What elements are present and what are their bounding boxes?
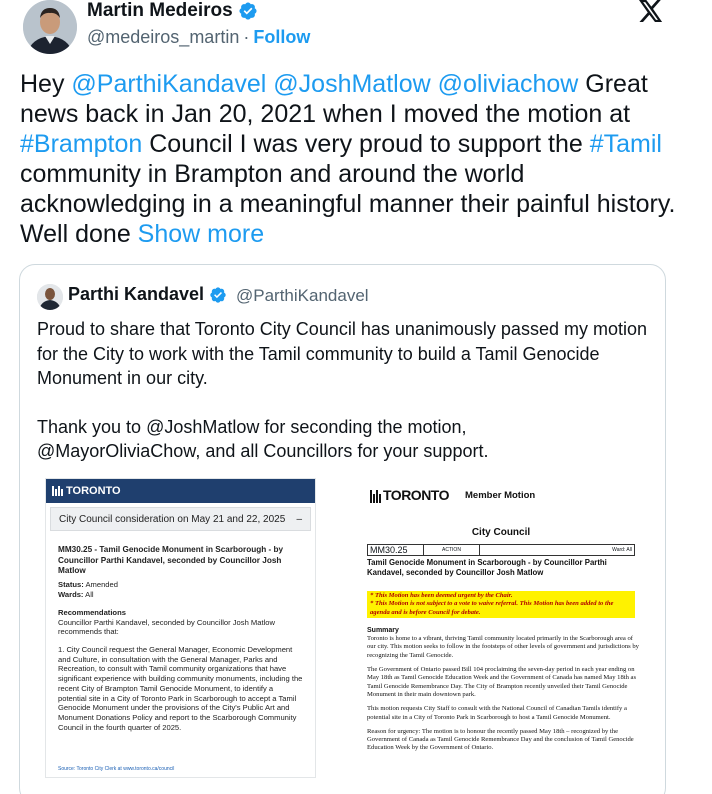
toronto-logo-text: TORONTO (383, 487, 449, 503)
member-motion-label: Member Motion (465, 489, 536, 501)
status-value: Amended (85, 579, 118, 589)
quoted-paragraph-2b: @MayorOliviaChow, and all Councillors for your support. (37, 441, 489, 461)
agenda-body (46, 531, 315, 732)
toronto-header-band (46, 479, 315, 503)
recommendation-item: 1. City Council request the General Manager, Economic Development and Culture, in consultation with the General Manager, Parks and Recreation, to consult with Tamil community organizations that have significant experience with building community monuments, including the recent City of Brampton Tamil Genocide Monument, to identify a potential site in a City of Toronto Park in Scarborough to accept a Tamil Genocide Monument under the provisions of the City's Public Art and Monument Donations Policy and report to the Scarborough Community Council in the fourth quarter of 2025. (58, 645, 303, 732)
mention-or-hashtag-link[interactable]: #Brampton (20, 130, 143, 158)
author-avatar[interactable] (23, 0, 77, 54)
wards-row (58, 590, 303, 600)
x-logo-icon[interactable] (638, 0, 664, 22)
quoted-author-handle: @ParthiKandavel (236, 286, 369, 305)
urgency-line-1: * This Motion has been deemed urgent by the Chair. (370, 592, 513, 599)
motion-title: Tamil Genocide Monument in Scarborough - by Councillor Parthi Kandavel, seconded by Councillor Josh Matlow (367, 558, 607, 577)
toronto-logo-icon (370, 490, 381, 503)
summary-paragraph-1: Toronto is home to a vibrant, thriving Tamil community located primarily in the Scarborough area of our city. This motion seeks to follow in the footsteps of other levels of government and jurisdictions by recognizing the Tamil Genocide. (367, 635, 639, 659)
quoted-paragraph-2a: Thank you to @JoshMatlow for seconding the motion, (37, 416, 467, 437)
wards-label: Wards: (58, 590, 84, 600)
urgency-line-2: * This Motion is not subject to a vote to waive referral. This Motion has been added to the agenda and is before Council for debate. (370, 600, 614, 616)
tweet-text-segment (431, 70, 438, 98)
media-image-agenda[interactable] (45, 478, 316, 778)
item-number: MM30.25 (368, 545, 424, 555)
verified-badge-icon (209, 286, 227, 304)
verified-badge-icon (238, 1, 258, 21)
mention-or-hashtag-link[interactable]: @ParthiKandavel (71, 70, 267, 98)
show-more-link[interactable]: Show more (137, 220, 265, 248)
agenda-item-title: MM30.25 - Tamil Genocide Monument in Scarborough - by Councillor Parthi Kandavel, seconded by Councillor Josh Matlow (58, 545, 284, 575)
urgency-notice (367, 591, 635, 618)
action-label: ACTION (424, 545, 480, 555)
summary-paragraph-2: The Government of Ontario passed Bill 104 proclaiming the seven-day period in each year ending on May 18th as Tamil Genocide Education Week and the Government of Canada has named May 18th as Tamil Genocide Remembrance Day. The City of Brampton recently unveiled their Tamil Genocide Monument in their main downtown park. (367, 666, 637, 698)
motion-info-table (367, 544, 635, 556)
author-name-row[interactable] (87, 0, 258, 22)
follow-button[interactable]: Follow (253, 27, 311, 47)
status-row (58, 580, 303, 590)
status-label: Status: (58, 579, 84, 589)
recommendations-heading: Recommendations (58, 607, 126, 617)
toronto-logo-icon (52, 486, 63, 496)
consideration-bar (50, 507, 311, 531)
ward-label: Ward: All (612, 547, 632, 553)
mention-or-hashtag-link[interactable]: @JoshMatlow (273, 70, 431, 98)
tweet-text (20, 69, 692, 249)
mention-or-hashtag-link[interactable]: #Tamil (589, 130, 662, 158)
handle-line (87, 27, 310, 48)
quoted-tweet[interactable] (19, 264, 666, 794)
tweet-text-segment: Great news back in Jan 20, 2021 when I moved the motion at (20, 70, 648, 128)
recommendations-intro: Councillor Parthi Kandavel, seconded by Councillor Josh Matlow recommends that: (58, 617, 275, 637)
summary-paragraph-3: This motion requests City Staff to consult with the National Council of Canadian Tamils identify a potential site in a City of Toronto Park in Scarborough to host a Tamil Genocide Monument. (367, 705, 627, 721)
quoted-author-avatar (37, 284, 63, 310)
toronto-logo (370, 487, 449, 503)
source-caption: Source: Toronto City Clerk at www.toronto.ca/council (58, 766, 175, 772)
wards-value: All (85, 590, 94, 600)
tweet-text-segment: Hey (20, 70, 72, 98)
tweet-text-segment: Council I was very proud to support the (142, 130, 590, 158)
city-council-heading: City Council (471, 527, 531, 538)
motion-header (361, 481, 641, 509)
author-handle[interactable]: @medeiros_martin (87, 27, 240, 47)
motion-body (361, 558, 641, 753)
summary-heading: Summary (367, 626, 399, 634)
collapse-icon: – (296, 513, 302, 525)
separator-dot: · (243, 27, 250, 47)
toronto-logo-text: TORONTO (66, 485, 121, 497)
quoted-author-name-row (68, 284, 227, 305)
consideration-text: City Council consideration on May 21 and 22, 2025 (59, 513, 286, 525)
quoted-tweet-text (37, 317, 647, 464)
quoted-paragraph-1: Proud to share that Toronto City Council has unanimously passed my motion for the City to work with the Tamil community to build a Tamil Genocide Monument in our city. (37, 319, 647, 388)
mention-or-hashtag-link[interactable]: @oliviachow (437, 70, 579, 98)
media-image-member-motion[interactable] (361, 481, 641, 794)
tweet-header (0, 0, 712, 60)
tweet-text-segment: community in Brampton and around the world acknowledging in a meaningful manner their painful history. Well done (20, 160, 676, 248)
quoted-author-name: Parthi Kandavel (68, 284, 205, 304)
author-name[interactable]: Martin Medeiros (87, 0, 233, 21)
summary-paragraph-4: Reason for urgency: The motion is to honour the recently passed May 18th – recognized by the Government of Canada as Tamil Genocide Remembrance Day and the conclusion of Tamil Genocide Education Week by the Government of Ontario. (367, 727, 634, 752)
